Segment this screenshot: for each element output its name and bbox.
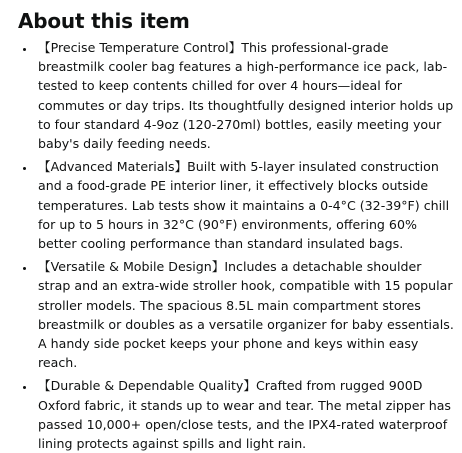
feature-bullet-durable-quality: • 【Durable & Dependable Quality】Crafted from rugged 900D Oxford fabric, it stands up to wear and tear. The metal zipper has passed 10,000+ open/close tests, and the IPX4-rated waterproof lining protects against spills and light rain. (36, 376, 456, 453)
feature-bullet-temperature-control: • 【Precise Temperature Control】This professional-grade breastmilk cooler bag features a high-performance ice pack, lab-tested to keep contents chilled for over 4 hours—ideal for commutes or day trips. Its thoughtfully designed interior holds up to four standard 4-9oz (120-270ml) bottles, easily meeting your baby's daily feeding needs. (36, 38, 456, 153)
feature-bullet-versatile-design: • 【Versatile & Mobile Design】Includes a detachable shoulder strap and an extra-wide stroller hook, compatible with 15 popular stroller models. The spacious 8.5L main compartment stores breastmilk or doubles as a versatile organizer for baby essentials. A handy side pocket keeps your phone and keys within easy reach. (36, 257, 456, 372)
section-title: About this item (18, 9, 190, 33)
feature-bullet-list (18, 38, 456, 453)
feature-bullet-advanced-materials: • 【Advanced Materials】Built with 5-layer insulated construction and a food-grade PE interior liner, it effectively blocks outside temperatures. Lab tests show it maintains a 0-4°C (32-39°F) chill for up to 5 hours in 32°C (90°F) environments, offering 60% better cooling performance than standard insulated bags. (36, 157, 456, 253)
